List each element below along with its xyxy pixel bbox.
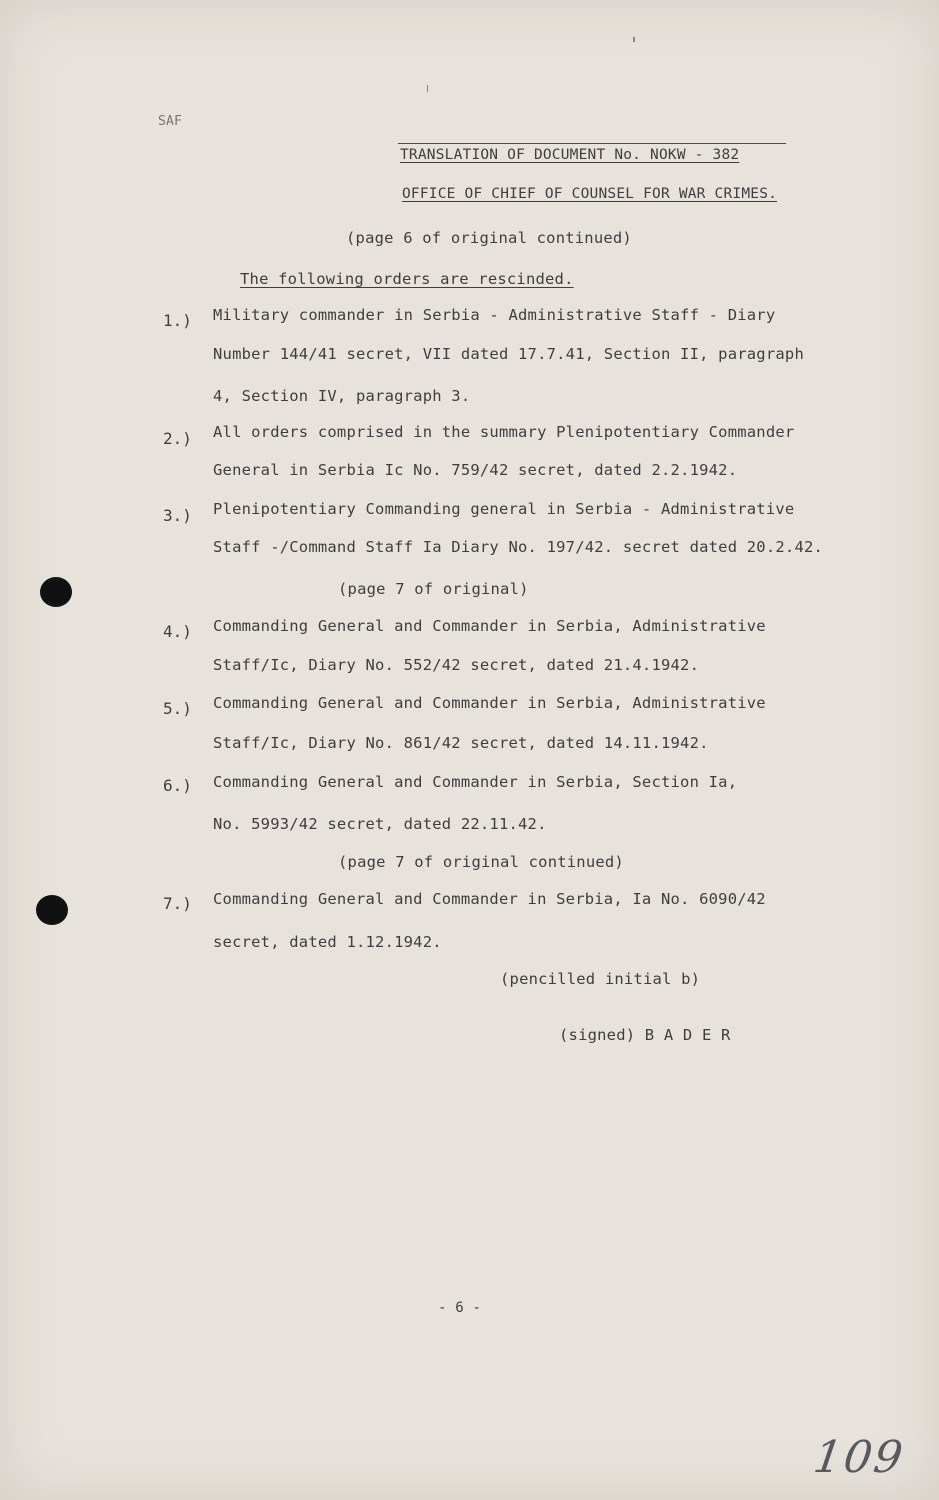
- item-line: Staff -/Command Staff Ia Diary No. 197/42. secret dated 20.2.42.: [213, 538, 824, 556]
- handwritten-page-number: 109: [810, 1432, 908, 1483]
- item-line: All orders comprised in the summary Plenipotentiary Commander: [213, 423, 795, 441]
- item-number: 4.): [163, 622, 192, 641]
- item-number: 6.): [163, 776, 192, 795]
- page-6-note: (page 6 of original continued): [346, 229, 632, 247]
- signature: (signed) B A D E R: [559, 1026, 731, 1044]
- item-line: Commanding General and Commander in Serbia, Administrative: [213, 617, 766, 635]
- item-line: Staff/Ic, Diary No. 861/42 secret, dated 14.11.1942.: [213, 734, 709, 752]
- item-line: No. 5993/42 secret, dated 22.11.42.: [213, 815, 547, 833]
- header-rule: [398, 143, 786, 144]
- item-line: Commanding General and Commander in Serbia, Section Ia,: [213, 773, 738, 791]
- item-line: Number 144/41 secret, VII dated 17.7.41, Section II, paragraph: [213, 345, 804, 363]
- punch-hole: [36, 895, 68, 925]
- item-line: Plenipotentiary Commanding general in Serbia - Administrative: [213, 500, 795, 518]
- item-line: General in Serbia Ic No. 759/42 secret, dated 2.2.1942.: [213, 461, 738, 479]
- item-number: 7.): [163, 894, 192, 913]
- page-7-note: (page 7 of original): [338, 580, 529, 598]
- item-number: 3.): [163, 506, 192, 525]
- item-line: 4, Section IV, paragraph 3.: [213, 387, 471, 405]
- item-number: 2.): [163, 429, 192, 448]
- office-title: OFFICE OF CHIEF OF COUNSEL FOR WAR CRIMES.: [402, 186, 778, 202]
- item-number: 1.): [163, 311, 192, 330]
- paper-speck: [633, 37, 635, 42]
- corner-mark: SAF: [158, 114, 183, 129]
- paper-speck: [427, 85, 428, 92]
- punch-hole: [40, 577, 72, 607]
- item-line: secret, dated 1.12.1942.: [213, 933, 442, 951]
- translation-title: TRANSLATION OF DOCUMENT No. NOKW - 382: [400, 147, 740, 163]
- intro-heading: The following orders are rescinded.: [240, 270, 574, 288]
- item-line: Military commander in Serbia - Administrative Staff - Diary: [213, 306, 776, 324]
- item-line: Commanding General and Commander in Serbia, Ia No. 6090/42: [213, 890, 766, 908]
- item-line: Commanding General and Commander in Serbia, Administrative: [213, 694, 766, 712]
- pencil-note: (pencilled initial b): [500, 970, 701, 988]
- page-number: - 6 -: [438, 1300, 482, 1316]
- item-line: Staff/Ic, Diary No. 552/42 secret, dated 21.4.1942.: [213, 656, 700, 674]
- page-7-continued-note: (page 7 of original continued): [338, 853, 624, 871]
- item-number: 5.): [163, 699, 192, 718]
